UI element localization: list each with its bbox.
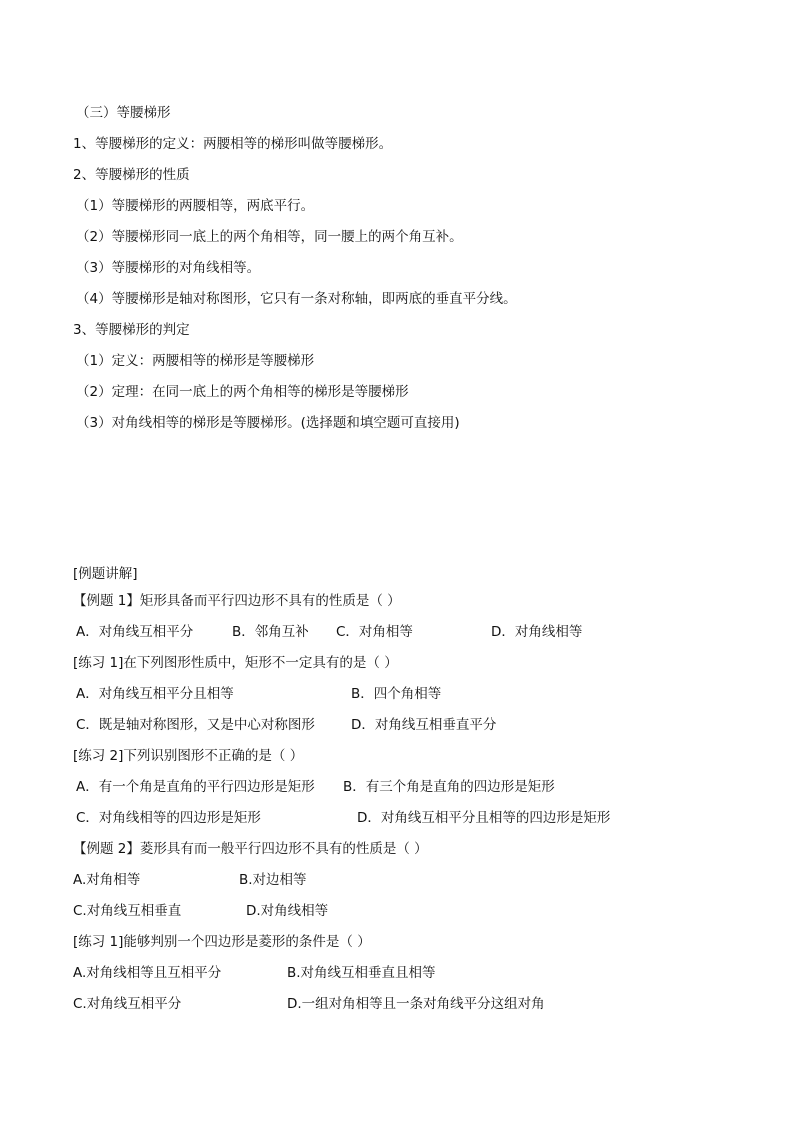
example-2-practice-option-c: C.对角线互相平分 xyxy=(73,996,182,1012)
practice-1-question: [练习 1]在下列图形性质中，矩形不一定具有的是（ ） xyxy=(73,655,398,671)
practice-2-option-b: B．有三个角是直角的四边形是矩形 xyxy=(343,779,555,795)
example-2-practice-option-b: B.对角线互相垂直且相等 xyxy=(287,965,436,981)
practice-2-option-d: D．对角线互相平分且相等的四边形是矩形 xyxy=(357,810,611,826)
example-2-question: 【例题 2】菱形具有而一般平行四边形不具有的性质是（ ） xyxy=(73,841,428,857)
practice-2-option-a: A．有一个角是直角的平行四边形是矩形 xyxy=(76,779,315,795)
example-2-practice-option-a: A.对角线相等且互相平分 xyxy=(73,965,222,981)
example-1-option-d: D．对角线相等 xyxy=(491,624,583,640)
practice-2-question: [练习 2]下列识别图形不正确的是（ ） xyxy=(73,748,304,764)
examples-heading: [例题讲解] xyxy=(73,566,138,582)
section-heading: （三）等腰梯形 xyxy=(76,105,171,121)
definition-text: 1、等腰梯形的定义：两腰相等的梯形叫做等腰梯形。 xyxy=(73,136,393,152)
criteria-item: （1）定义：两腰相等的梯形是等腰梯形 xyxy=(76,353,315,369)
practice-1-option-d: D．对角线互相垂直平分 xyxy=(351,717,497,733)
example-1-option-b: B．邻角互补 xyxy=(232,624,309,640)
criteria-item: （3）对角线相等的梯形是等腰梯形。(选择题和填空题可直接用) xyxy=(76,415,460,431)
practice-1-option-b: B．四个角相等 xyxy=(351,686,442,702)
example-1-option-a: A．对角线互相平分 xyxy=(76,624,194,640)
property-item: （1）等腰梯形的两腰相等，两底平行。 xyxy=(76,198,315,214)
example-2-option-c: C.对角线互相垂直 xyxy=(73,903,182,919)
practice-2-option-c: C．对角线相等的四边形是矩形 xyxy=(76,810,261,826)
example-2-option-d: D.对角线相等 xyxy=(246,903,329,919)
criteria-item: （2）定理：在同一底上的两个角相等的梯形是等腰梯形 xyxy=(76,384,409,400)
example-2-practice-question: [练习 1]能够判别一个四边形是菱形的条件是（ ） xyxy=(73,934,371,950)
property-item: （4）等腰梯形是轴对称图形，它只有一条对称轴，即两底的垂直平分线。 xyxy=(76,291,517,307)
practice-1-option-c: C．既是轴对称图形，又是中心对称图形 xyxy=(76,717,315,733)
example-1-option-c: C．对角相等 xyxy=(336,624,413,640)
property-item: （2）等腰梯形同一底上的两个角相等，同一腰上的两个角互补。 xyxy=(76,229,463,245)
criteria-title: 3、等腰梯形的判定 xyxy=(73,322,190,338)
property-item: （3）等腰梯形的对角线相等。 xyxy=(76,260,261,276)
practice-1-option-a: A．对角线互相平分且相等 xyxy=(76,686,234,702)
example-2-option-b: B.对边相等 xyxy=(239,872,307,888)
example-2-practice-option-d: D.一组对角相等且一条对角线平分这组对角 xyxy=(287,996,545,1012)
example-2-option-a: A.对角相等 xyxy=(73,872,141,888)
properties-title: 2、等腰梯形的性质 xyxy=(73,167,190,183)
example-1-question: 【例题 1】矩形具备而平行四边形不具有的性质是（ ） xyxy=(73,593,401,609)
